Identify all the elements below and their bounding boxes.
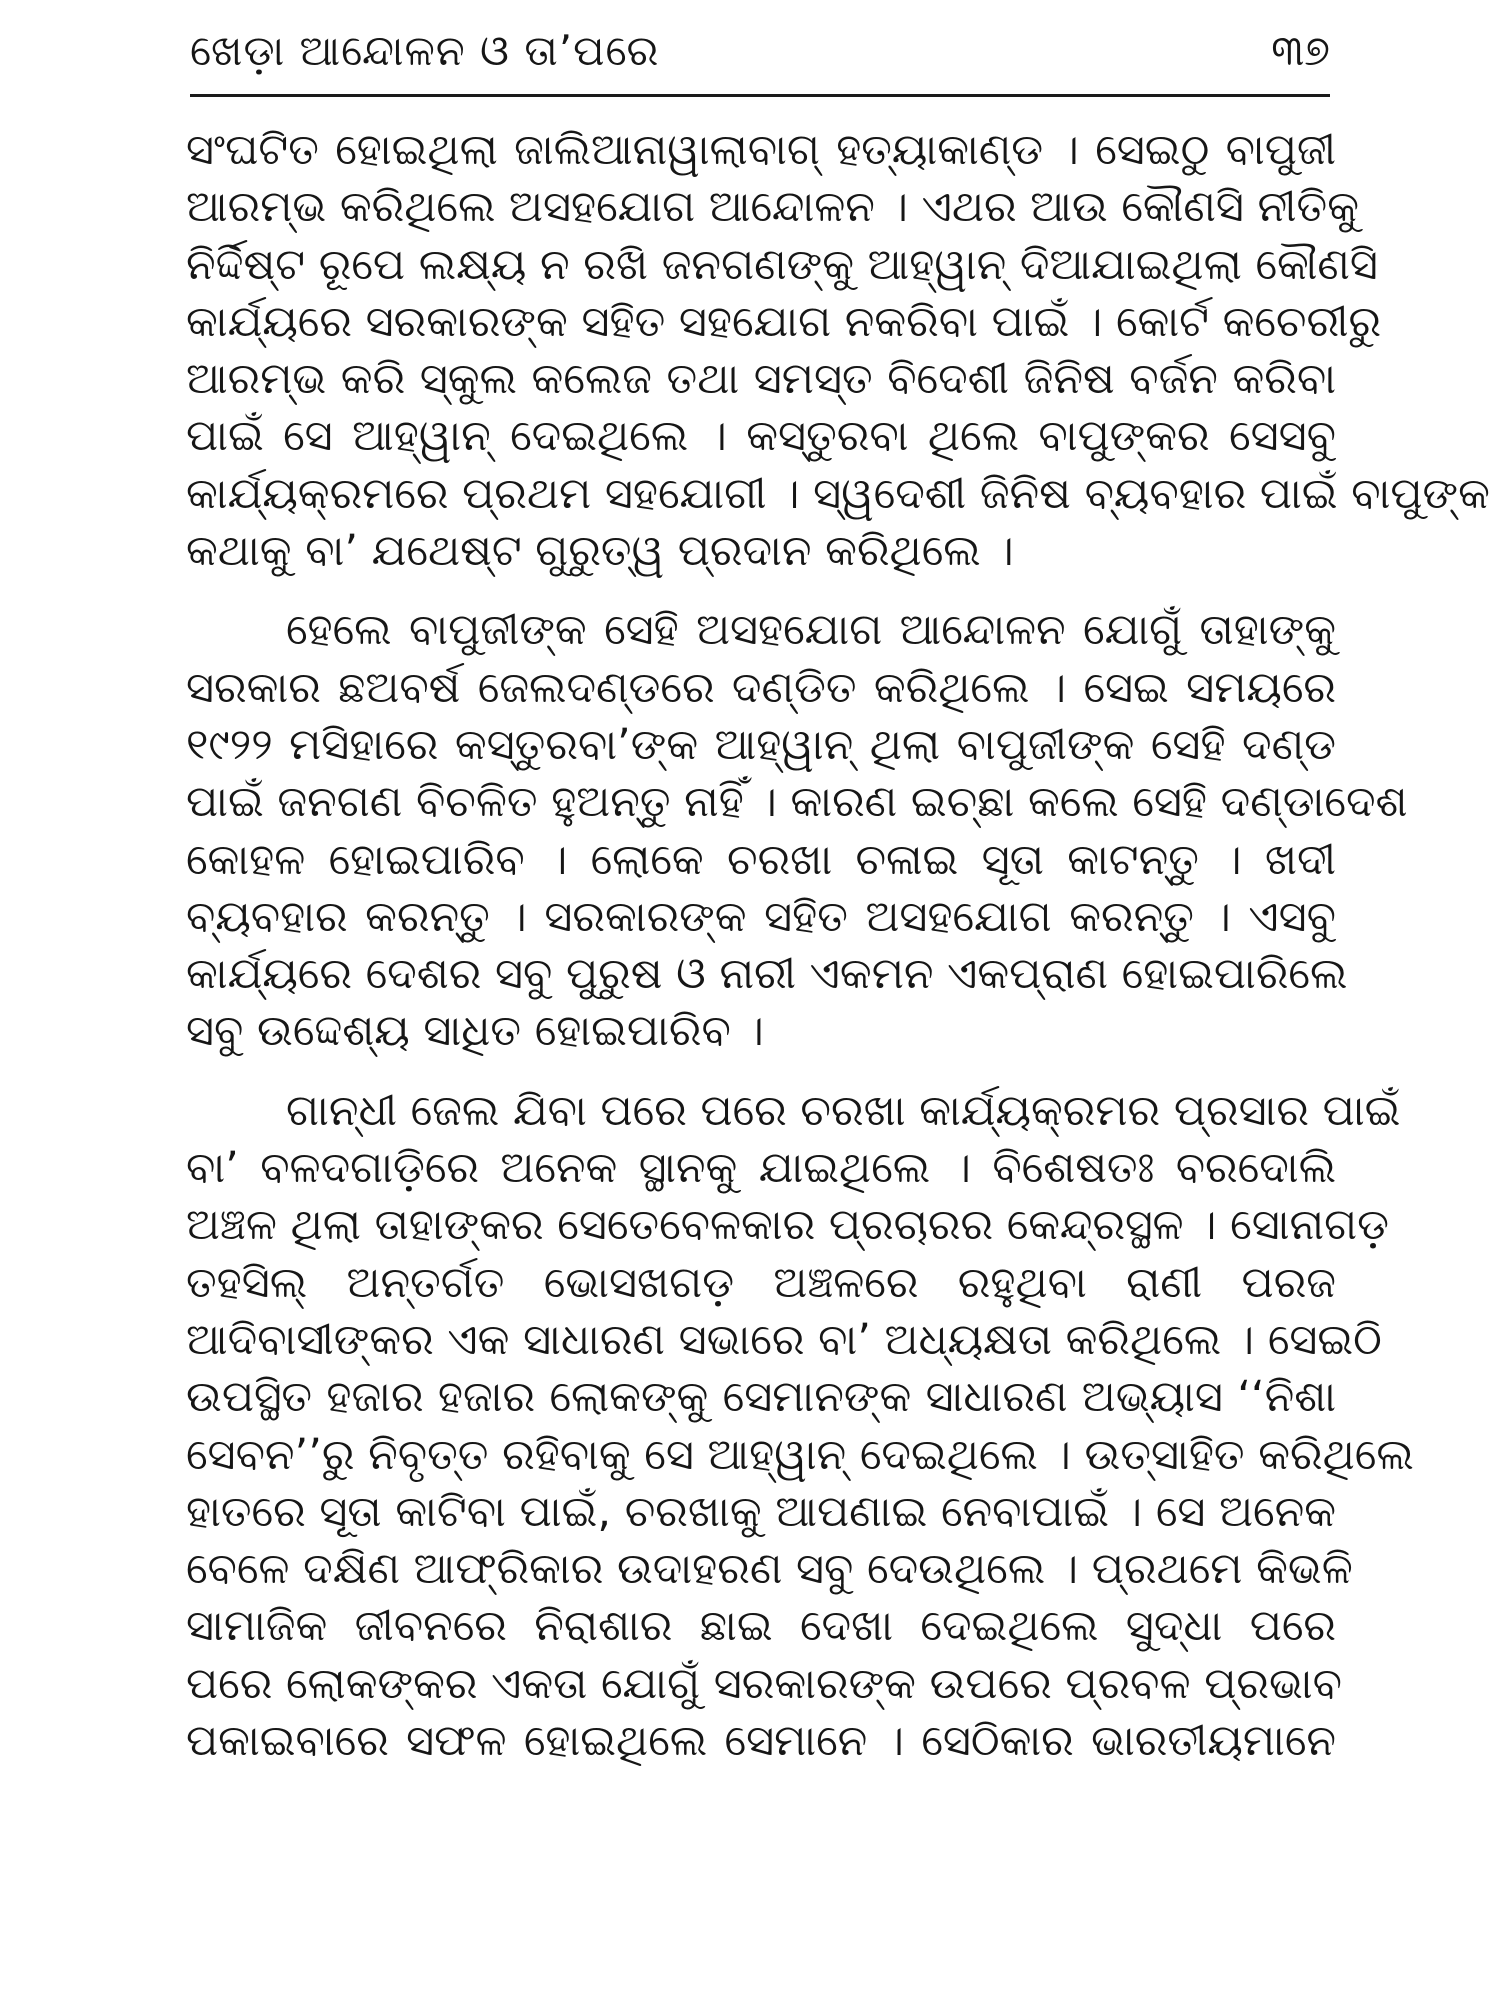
text-line: ତହସିଲ୍ ଅନ୍ତର୍ଗତ ଭୋସଖଗଡ଼ ଅଞ୍ଚଳରେ ରହୁଥିବା ରାଣୀ ପରଜ — [186, 1257, 1336, 1308]
text-line: ବା’ ବଳଦଗାଡ଼ିରେ ଅନେକ ସ୍ଥାନକୁ ଯାଇଥିଲେ । ବିଶେଷତଃ ବରଦୋଲି — [186, 1143, 1336, 1194]
text-line: କାର୍ଯ୍ୟରେ ସରକାରଙ୍କ ସହିତ ସହଯୋଗ ନକରିବା ପାଇଁ । କୋର୍ଟ କଚେରୀରୁ — [186, 296, 1382, 347]
text-line: ହେଲେ ବାପୁଜୀଙ୍କ ସେହି ଅସହଯୋଗ ଆନ୍ଦୋଳନ ଯୋଗୁଁ ତାହାଙ୍କୁ — [286, 605, 1336, 656]
text-line: ସେବନ’’ରୁ ନିବୃତ୍ତ ରହିବାକୁ ସେ ଆହ୍ୱାନ୍ ଦେଇଥିଲେ । ଉତ୍ସାହିତ କରିଥିଲେ — [186, 1429, 1414, 1480]
text-line: ସଂଘଟିତ ହୋଇଥିଲା ଜାଲିଆନାୱାଲାବାଗ୍ ହତ୍ୟାକାଣ୍ଡ । ସେଇଠୁ ବାପୁଜୀ — [186, 125, 1336, 175]
text-line: କାର୍ଯ୍ୟକ୍ରମରେ ପ୍ରଥମ ସହଯୋଗୀ । ସ୍ୱଦେଶୀ ଜିନିଷ ବ୍ୟବହାର ପାଇଁ ବାପୁଙ୍କ — [186, 468, 1490, 519]
header-rule — [190, 94, 1330, 97]
body-text — [186, 122, 1490, 1770]
text-line: ୧୯୨୨ ମସିହାରେ କସ୍ତୁରବା’ଙ୍କ ଆହ୍ୱାନ୍ ଥିଲା ବାପୁଜୀଙ୍କ ସେହି ଦଣ୍ଡ — [186, 719, 1336, 770]
text-line: ଅଞ୍ଚଳ ଥିଲା ତାହାଙ୍କର ସେତେବେଳକାର ପ୍ରଚାରର କେନ୍ଦ୍ରସ୍ଥଳ । ସୋନାଗଡ଼ — [186, 1200, 1390, 1251]
text-line: ଗାନ୍ଧୀ ଜେଲ ଯିବା ପରେ ପରେ ଚରଖା କାର୍ଯ୍ୟକ୍ରମର ପ୍ରସାର ପାଇଁ — [286, 1085, 1401, 1136]
text-line: ଆରମ୍ଭ କରି ସ୍କୁଲ କଲେଜ ତଥା ସମସ୍ତ ବିଦେଶୀ ଜିନିଷ ବର୍ଜନ କରିବା — [186, 354, 1336, 405]
text-line: ପାଇଁ ସେ ଆହ୍ୱାନ୍ ଦେଇଥିଲେ । କସ୍ତୁରବା ଥିଲେ ବାପୁଙ୍କର ସେସବୁ — [186, 411, 1336, 462]
paragraph-1 — [186, 122, 1490, 580]
paragraph-2 — [186, 602, 1408, 1060]
paragraph-gap — [186, 1061, 1336, 1083]
text-line: ହାତରେ ସୂତା କାଟିବା ପାଇଁ, ଚରଖାକୁ ଆପଣାଇ ନେବାପାଇଁ । ସେ ଅନେକ — [186, 1486, 1336, 1537]
text-line: ସରକାର ଛଅବର୍ଷ ଜେଲଦଣ୍ଡରେ ଦଣ୍ଡିତ କରିଥିଲେ । ସେଇ ସମୟରେ — [186, 662, 1336, 713]
page-number: ୩୭ — [1271, 26, 1330, 75]
text-line: ବେଳେ ଦକ୍ଷିଣ ଆଫ୍ରିକାର ଉଦାହରଣ ସବୁ ଦେଉଥିଲେ । ପ୍ରଥମେ କିଭଳି — [186, 1544, 1353, 1595]
text-line: ପରେ ଲୋକଙ୍କର ଏକତା ଯୋଗୁଁ ସରକାରଙ୍କ ଉପରେ ପ୍ରବଳ ପ୍ରଭାବ — [186, 1658, 1342, 1709]
text-line: କାର୍ଯ୍ୟରେ ଦେଶର ସବୁ ପୁରୁଷ ଓ ନାରୀ ଏକମନ ଏକପ୍ରାଣ ହୋଇପାରିଲେ — [186, 949, 1348, 1000]
text-line: କୋହଳ ହୋଇପାରିବ । ଲୋକେ ଚରଖା ଚଳାଇ ସୂତା କାଟନ୍ତୁ । ଖଦୀ — [186, 834, 1336, 885]
text-line: ଆଦିବାସୀଙ୍କର ଏକ ସାଧାରଣ ସଭାରେ ବା’ ଅଧ୍ୟକ୍ଷତା କରିଥିଲେ । ସେଇଠି — [186, 1314, 1382, 1365]
text-line: ଆରମ୍ଭ କରିଥିଲେ ଅସହଯୋଗ ଆନ୍ଦୋଳନ । ଏଥର ଆଉ କୌଣସି ନୀତିକୁ — [186, 182, 1359, 233]
paragraph-3 — [186, 1083, 1414, 1771]
text-line: ପକାଇବାରେ ସଫଳ ହୋଇଥିଲେ ସେମାନେ । ସେଠିକାର ଭାରତୀୟମାନେ — [186, 1716, 1336, 1767]
text-line: ବ୍ୟବହାର କରନ୍ତୁ । ସରକାରଙ୍କ ସହିତ ଅସହଯୋଗ କରନ୍ତୁ । ଏସବୁ — [186, 891, 1336, 942]
text-line: ପାଇଁ ଜନଗଣ ବିଚଳିତ ହୁଅନ୍ତୁ ନାହିଁ । କାରଣ ଇଚ୍ଛା କଲେ ସେହି ଦଣ୍ଡାଦେଶ — [186, 777, 1408, 828]
running-title: ଖେଡ଼ା ଆନ୍ଦୋଳନ ଓ ତା’ପରେ — [190, 26, 660, 75]
text-line: ଉପସ୍ଥିତ ହଜାର ହଜାର ଲୋକଙ୍କୁ ସେମାନଙ୍କ ସାଧାରଣ ଅଭ୍ୟାସ ‘‘ନିଶା — [186, 1372, 1336, 1423]
text-line: କଥାକୁ ବା’ ଯଥେଷ୍ଟ ଗୁରୁତ୍ୱ ପ୍ରଦାନ କରିଥିଲେ । — [186, 526, 1014, 577]
paragraph-gap — [186, 580, 1336, 602]
page-header — [180, 18, 1330, 88]
text-line: ସବୁ ଉଦ୍ଦେଶ୍ୟ ସାଧିତ ହୋଇପାରିବ । — [186, 1006, 764, 1057]
text-line: ନିର୍ଦ୍ଦିଷ୍ଟ ରୂପେ ଲକ୍ଷ୍ୟ ନ ରଖି ଜନଗଣଙ୍କୁ ଆହ୍ୱାନ୍ ଦିଆଯାଇଥିଲା କୌଣସି — [186, 239, 1378, 290]
text-line: ସାମାଜିକ ଜୀବନରେ ନିରାଶାର ଛାଇ ଦେଖା ଦେଇଥିଲେ ସୁଦ୍ଧା ପରେ — [186, 1601, 1336, 1652]
